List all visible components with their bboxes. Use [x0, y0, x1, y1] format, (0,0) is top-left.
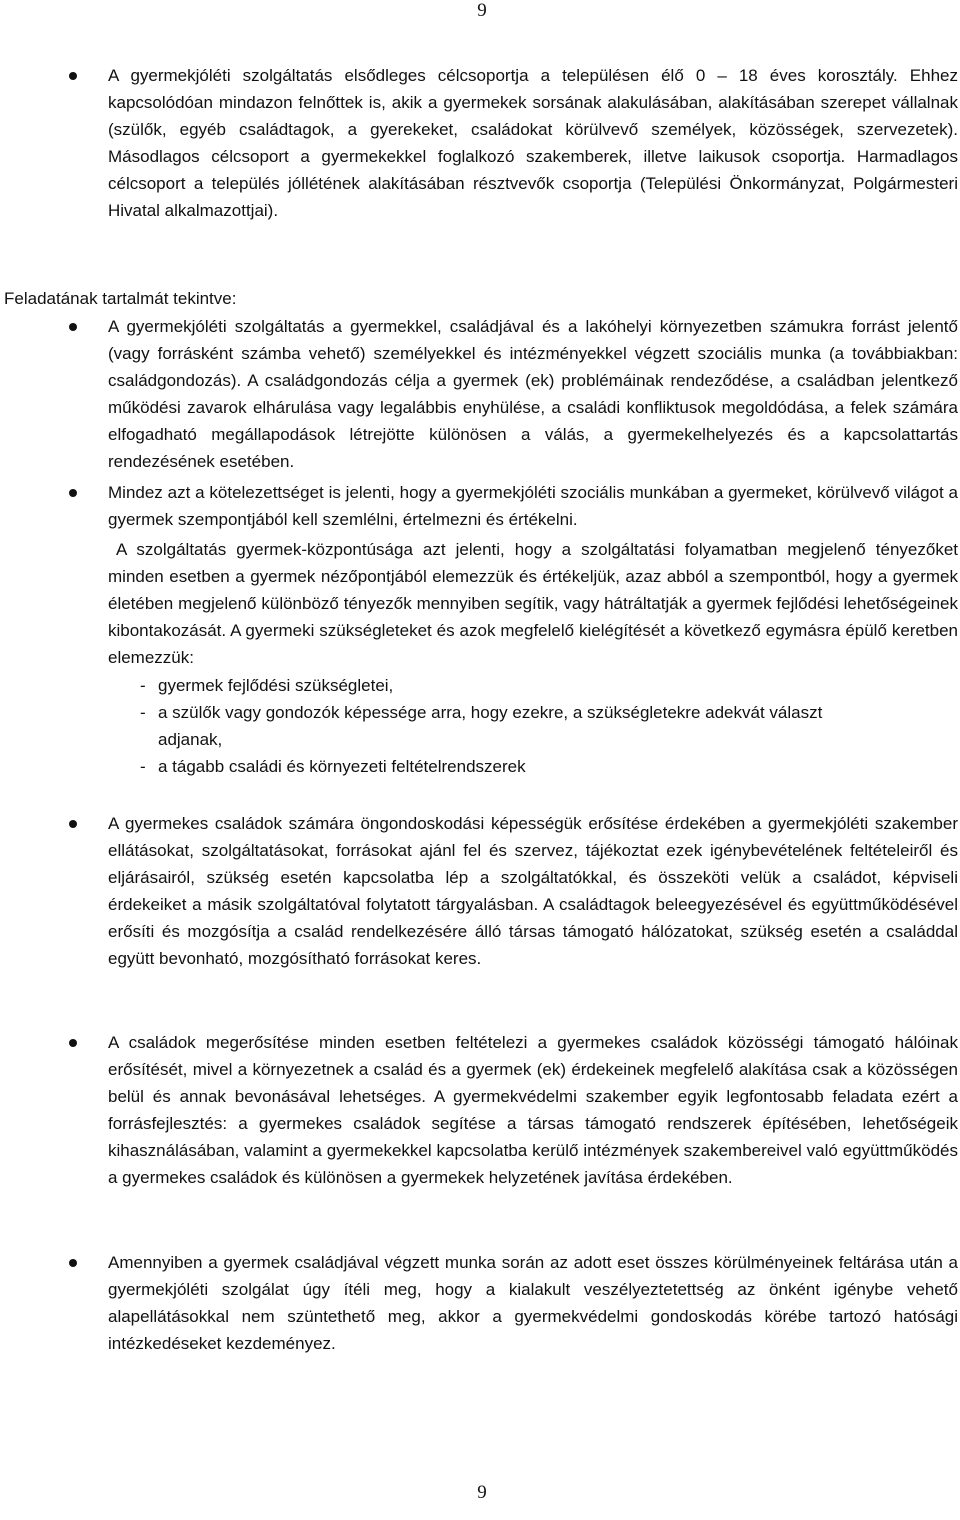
- target-group-paragraph: A gyermekjóléti szolgáltatás elsődleges célcsoportja a településen élő 0 – 18 éves korosztály. Ehhez kapcsolódóan mindazon felnőttek is, akik a gyermekek sorsának alakulásában, alakításában szerepet vállalnak (szülők, egyéb családtagok, a gyerekeket, családokat körülvevő személyek, közösségek, szervezetek). Másodlagos célcsoport a gyermekekkel foglalkozó szakemberek, illetve laikusok csoportja. Harmadlagos célcsoport a település jóllétének alakításában résztvevők csoportja (Települési Önkormányzat, Polgármesteri Hivatal alkalmazottjai).: [108, 62, 960, 224]
- authority-measures-paragraph: Amennyiben a gyermek családjával végzett munka során az adott eset összes körülményeinek feltárása után a gyermekjóléti szolgálat úgy ítéli meg, hogy a kialakult veszélyeztetettség az önként igénybe vehető alapellátásokkal nem szüntethető meg, akkor a gyermekvédelmi gondoskodás körébe tartozó hatósági intézkedéseket kezdeményez.: [108, 1249, 960, 1357]
- needs-list-item-continuation: adjanak,: [158, 730, 223, 749]
- dash-marker: -: [140, 703, 146, 722]
- dash-marker: -: [140, 757, 146, 776]
- needs-list-item-text: a tágabb családi és környezeti feltételrendszerek: [158, 757, 526, 776]
- family-self-care-paragraph: A gyermekes családok számára öngondoskodási képességük erősítése érdekében a gyermekjóléti szakember ellátásokat, szolgáltatásokat, forrásokat ajánl fel és szervez, tájékoztat ezek igénybevételének feltételeiről és eljárásairól, szükség esetén kapcsolatba lép a szolgáltatókkal, és összeköti velük a családot, képviseli érdekeiket a másik szolgáltatóval folytatott tárgyalásban. A családtagok beleegyezésével és együttműködésével erősíti és mozgósítja a család rendelkezésére álló társas támogató hálózatokat, szükség esetén a családdal együtt bevonható, mozgósítható forrásokat keres.: [108, 810, 960, 972]
- dash-marker: -: [140, 676, 146, 695]
- community-support-paragraph: A családok megerősítése minden esetben feltételezi a gyermekes családok közösségi támogató hálóinak erősítését, mivel a környezetnek a család és a gyermek (ek) érdekeinek megfelelő alakítása csak a közösségen belül és annak bevonásával lehetséges. A gyermekvédelmi szakember egyik legfontosabb feladata ezért a forrásfejlesztés: a gyermekes családok segítése a társas támogató rendszerek építésében, lehetőségeik kihasználásában, valamint a gyermekekkel kapcsolatba kerülő intézmények szakembereivel való együttműködés a gyermekes családok és különösen a gyermekek helyzetének javítása érdekében.: [108, 1029, 960, 1191]
- needs-list-item-2: [140, 699, 958, 753]
- page-number-bottom: 9: [477, 1482, 487, 1503]
- obligation-paragraph: Mindez azt a kötelezettséget is jelenti, hogy a gyermekjóléti szociális munkában a gyermeket, körülvevő világot a gyermek szempontjából kell szemlélni, értelmezni és értékelni.: [108, 479, 960, 533]
- needs-list-item-3: [140, 753, 958, 780]
- family-care-paragraph: A gyermekjóléti szolgáltatás a gyermekkel, családjával és a lakóhelyi környezetben számukra forrást jelentő (vagy forrásként számba vehető) személyekkel és intézményekkel végzett szociális munka (a továbbiakban: családgondozás). A családgondozás célja a gyermek (ek) problémáinak rendeződése, a családban jelentkező működési zavarok elhárulása vagy legalábbis enyhülése, a családi konfliktusok megoldódása, a felek számára elfogadható megállapodások létrejötte különösen a válás, a gyermekelhelyezés és a kapcsolattartás rendezésének esetében.: [108, 313, 960, 475]
- section-heading: Feladatának tartalmát tekintve:: [4, 289, 237, 308]
- needs-list-item-text: gyermek fejlődési szükségletei,: [158, 676, 394, 695]
- child-centered-paragraph: [108, 536, 958, 671]
- needs-list-item-text: a szülők vagy gondozók képessége arra, hogy ezekre, a szükségletekre adekvát választ: [158, 703, 823, 722]
- needs-list-item-1: [140, 672, 958, 699]
- child-centered-text: A szolgáltatás gyermek-központúsága azt jelenti, hogy a szolgáltatási folyamatban megjelenő tényezőket minden esetben a gyermek nézőpontjából elemezzük és értékeljük, azaz abból a szempontból, hogy a gyermek életében megjelenő különböző tényezők mennyiben segítik, vagy hátráltatják a gyermek fejlődési lehetőségeinek kibontakozását. A gyermeki szükségleteket és azok megfelelő kielégítését a következő egymásra épülő keretben elemezzük:: [108, 540, 958, 667]
- page-number-top: 9: [477, 0, 487, 21]
